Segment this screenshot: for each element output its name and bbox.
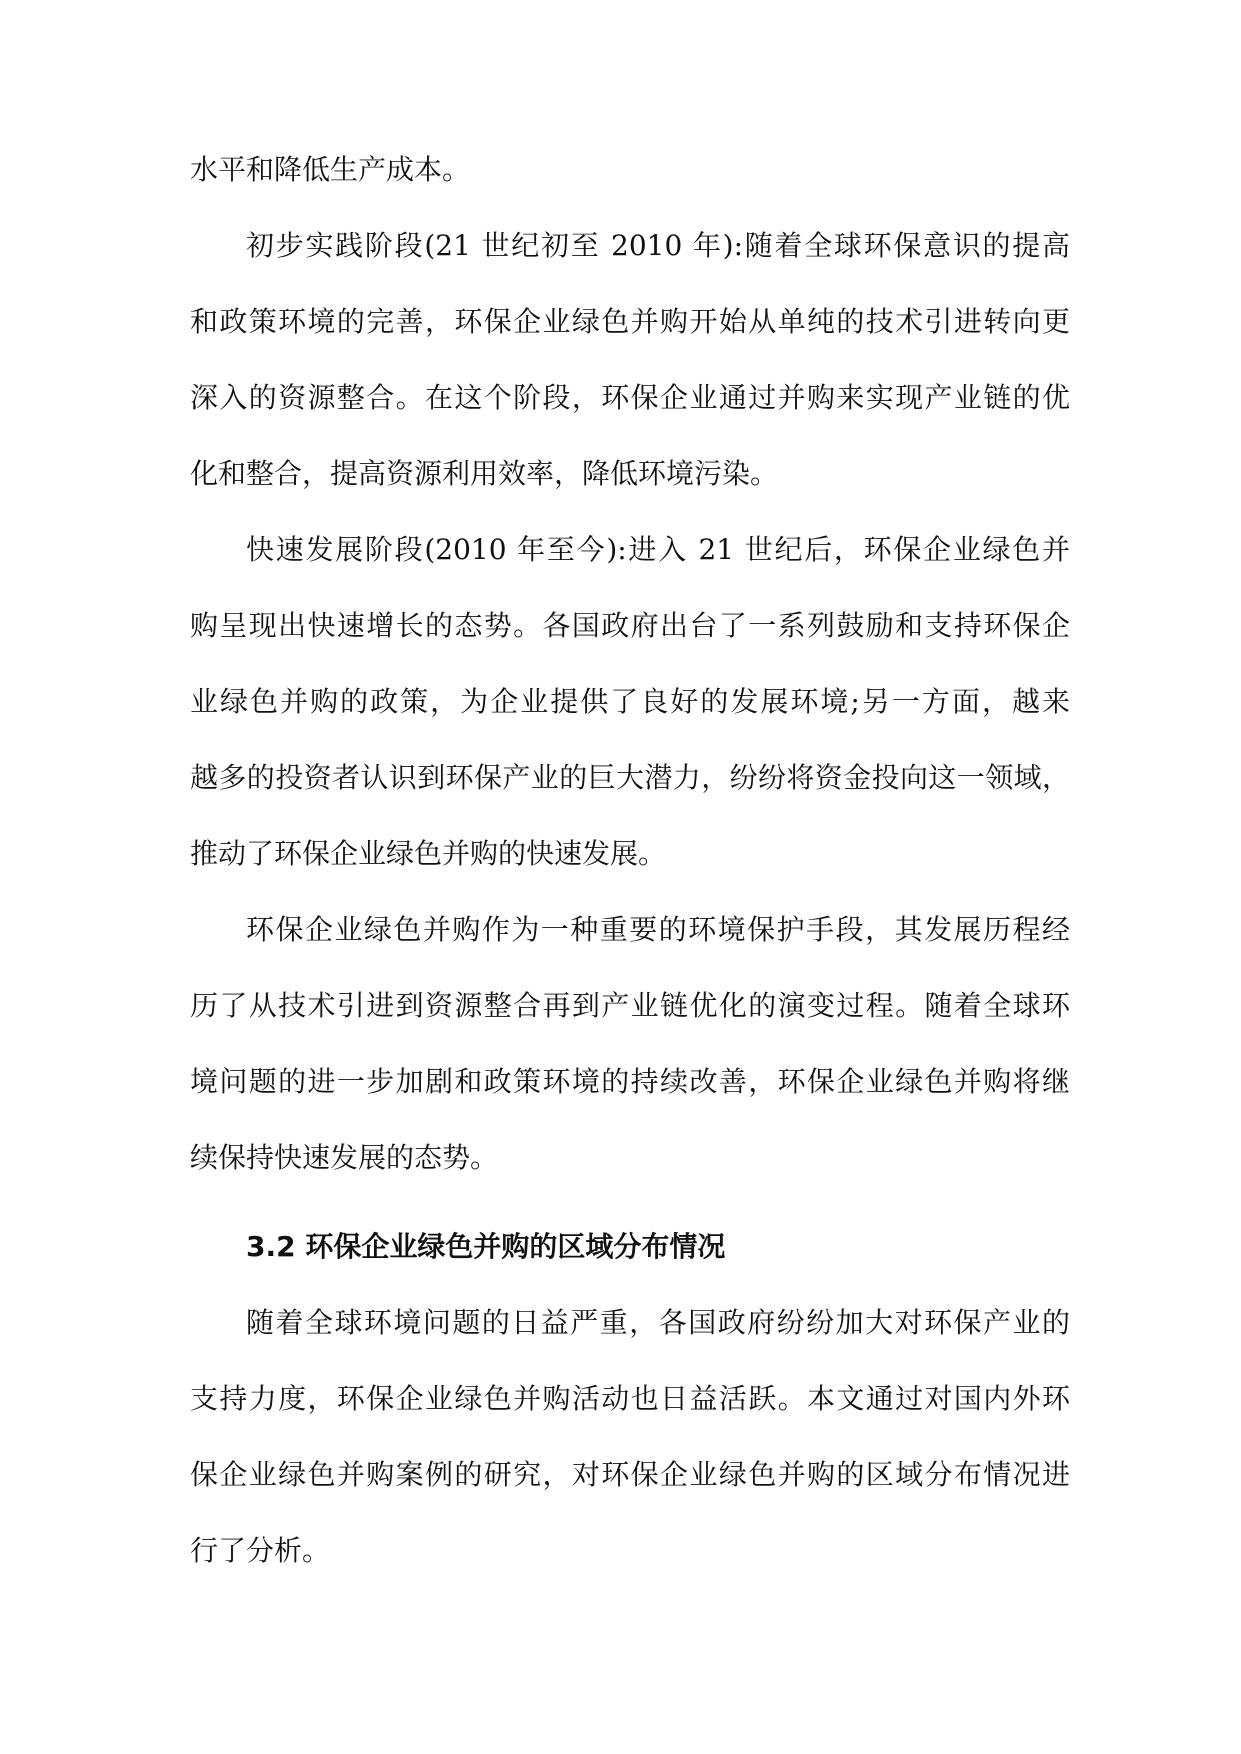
paragraph-5-line: 行了分析。 — [190, 1534, 331, 1567]
paragraph-4-line: 境问题的进一步加剧和政策环境的持续改善，环保企业绿色并购将继 — [190, 1065, 1070, 1098]
paragraph-3-line: 业绿色并购的政策，为企业提供了良好的发展环境;另一方面，越来 — [190, 685, 1070, 718]
paragraph-3-line: 推动了环保企业绿色并购的快速发展。 — [190, 837, 667, 870]
paragraph-4-line: 历了从技术引进到资源整合再到产业链优化的演变过程。随着全球环 — [190, 989, 1070, 1022]
section-heading: 3.2 环保企业绿色并购的区域分布情况 — [246, 1230, 726, 1263]
paragraph-3-line: 越多的投资者认识到环保产业的巨大潜力，纷纷将资金投向这一领域， — [190, 761, 1070, 794]
paragraph-3-line: 购呈现出快速增长的态势。各国政府出台了一系列鼓励和支持环保企 — [190, 609, 1070, 642]
paragraph-2-line: 和政策环境的完善，环保企业绿色并购开始从单纯的技术引进转向更 — [190, 305, 1070, 338]
paragraph-2-line: 化和整合，提高资源利用效率，降低环境污染。 — [190, 457, 779, 490]
paragraph-4-line: 续保持快速发展的态势。 — [190, 1141, 499, 1174]
paragraph-2-line: 初步实践阶段(21 世纪初至 2010 年):随着全球环保意识的提高 — [246, 229, 1070, 262]
paragraph-2-line: 深入的资源整合。在这个阶段，环保企业通过并购来实现产业链的优 — [190, 381, 1070, 414]
paragraph-4-line: 环保企业绿色并购作为一种重要的环境保护手段，其发展历程经 — [246, 913, 1070, 946]
paragraph-5-line: 支持力度，环保企业绿色并购活动也日益活跃。本文通过对国内外环 — [190, 1382, 1070, 1415]
paragraph-5-line: 保企业绿色并购案例的研究，对环保企业绿色并购的区域分布情况进 — [190, 1458, 1070, 1491]
paragraph-5-line: 随着全球环境问题的日益严重，各国政府纷纷加大对环保产业的 — [246, 1306, 1070, 1339]
paragraph-1-line: 水平和降低生产成本。 — [190, 153, 471, 186]
paragraph-3-line: 快速发展阶段(2010 年至今):进入 21 世纪后，环保企业绿色并 — [246, 533, 1070, 566]
